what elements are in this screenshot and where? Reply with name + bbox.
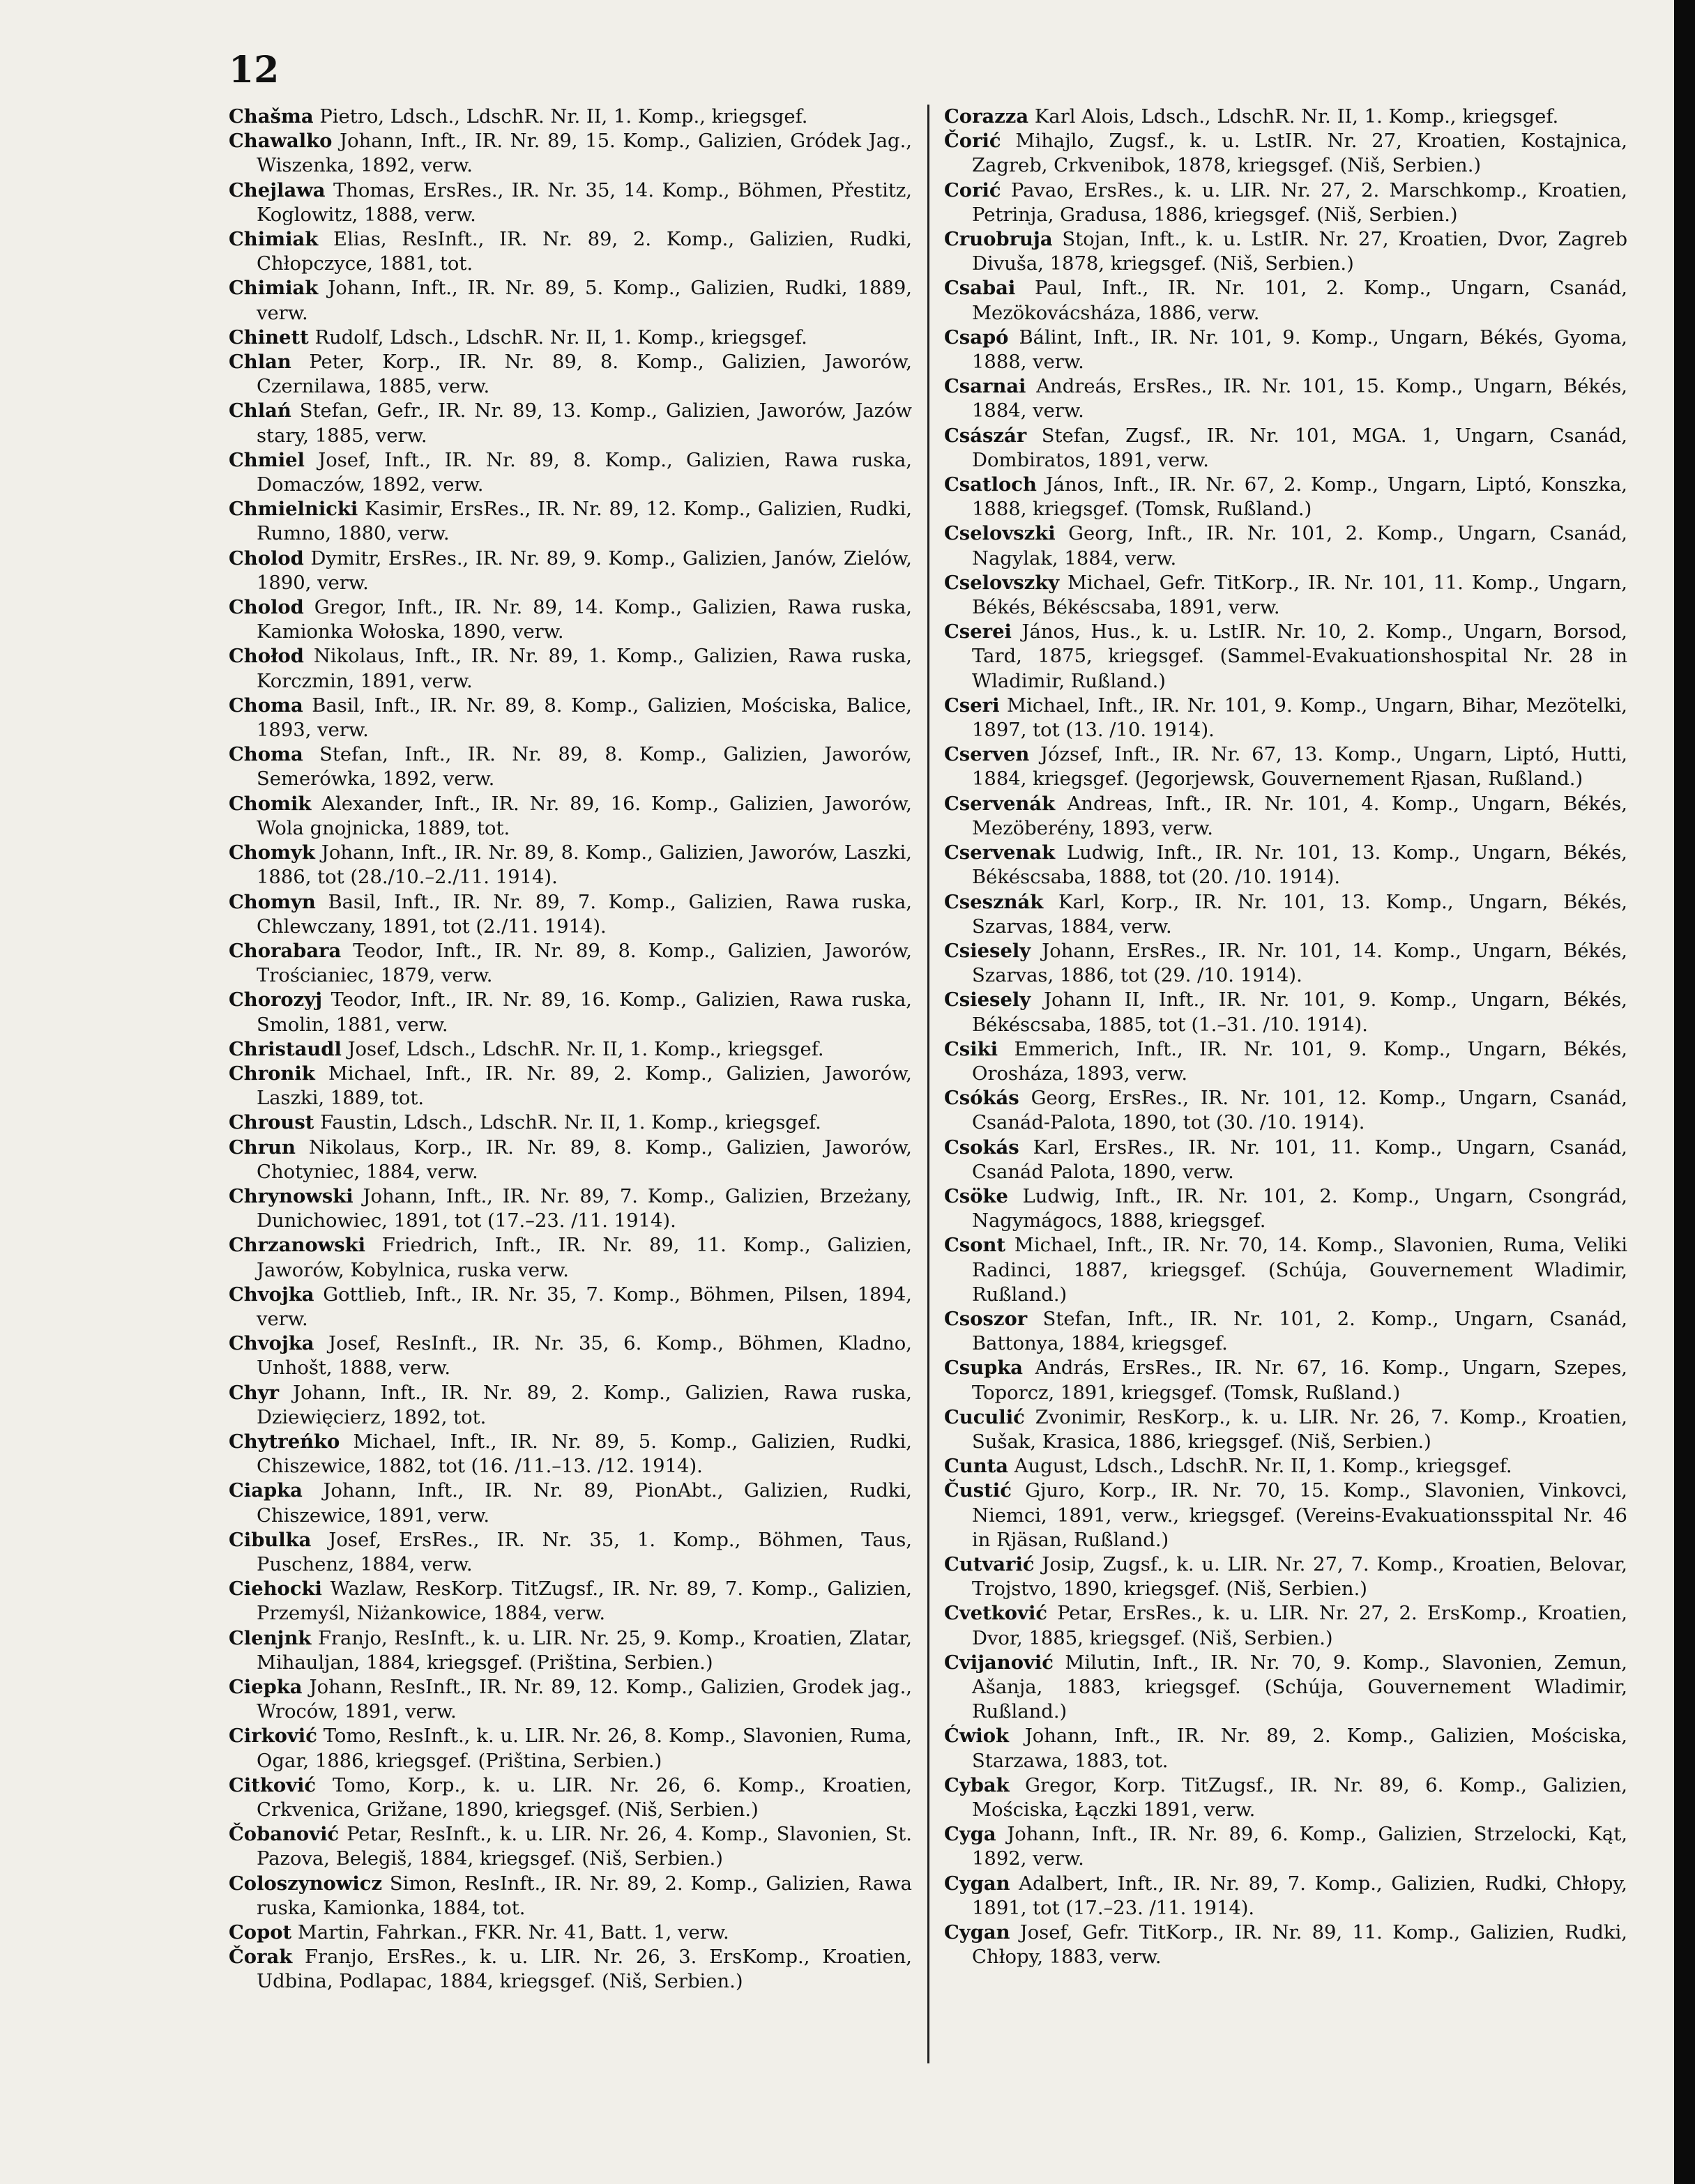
entry-details: Martin, Fahrkan., FKR. Nr. 41, Batt. 1, verw.	[297, 1922, 729, 1944]
scan-border	[1674, 0, 1695, 2184]
entry-details: Basil, Inft., IR. Nr. 89, 8. Komp., Galizien, Mościska, Balice, 1893, verw.	[257, 694, 912, 742]
entry-details: Karl Alois, Ldsch., LdschR. Nr. II, 1. Komp., kriegsgef.	[1034, 106, 1559, 128]
entry-surname: Csont	[944, 1234, 1006, 1257]
entry-details: Josef, Gefr. TitKorp., IR. Nr. 89, 11. Komp., Galizien, Rudki, Chłopy, 1883, verw.	[972, 1922, 1627, 1969]
entry-surname: Csöke	[944, 1184, 1008, 1207]
entry-surname: Coloszynowicz	[229, 1872, 383, 1895]
entry-details: Johann, Inft., IR. Nr. 89, 2. Komp., Galizien, Mościska, Starzawa, 1883, tot.	[972, 1725, 1627, 1772]
register-entry	[229, 841, 912, 889]
register-entry	[229, 1822, 912, 1871]
entry-details: Thomas, ErsRes., IR. Nr. 35, 14. Komp., Böhmen, Přestitz, Koglowitz, 1888, verw.	[257, 179, 912, 226]
entry-surname: Cygan	[944, 1872, 1010, 1895]
register-entry	[944, 939, 1627, 988]
register-entry	[944, 1184, 1627, 1233]
entry-details: Petar, ErsRes., k. u. LIR. Nr. 27, 2. ErsKomp., Kroatien, Dvor, 1885, kriegsgef. (Niš, Serbien.)	[972, 1603, 1627, 1649]
entry-details: Josip, Zugsf., k. u. LIR. Nr. 27, 7. Komp., Kroatien, Belovar, Trojstvo, 1890, kriegsgef. (Niš, Serbien.)	[972, 1553, 1627, 1601]
entry-surname: Chejlawa	[229, 178, 326, 201]
entry-surname: Cibulka	[229, 1528, 312, 1551]
entry-surname: Cunta	[944, 1455, 1009, 1478]
entry-details: Basil, Inft., IR. Nr. 89, 7. Komp., Galizien, Rawa ruska, Chlewczany, 1891, tot (2./11. 1914).	[257, 891, 912, 938]
entry-details: Johann, Inft., IR. Nr. 89, 5. Komp., Galizien, Rudki, 1889, verw.	[257, 277, 912, 324]
entry-details: Josef, Ldsch., LdschR. Nr. II, 1. Komp., kriegsgef.	[347, 1038, 824, 1060]
entry-surname: Ciehocki	[229, 1578, 322, 1601]
entry-surname: Csapó	[944, 326, 1009, 349]
entry-surname: Chyr	[229, 1381, 280, 1404]
entry-surname: Chytreńko	[229, 1430, 340, 1453]
register-entry	[944, 129, 1627, 178]
register-entry	[229, 792, 912, 841]
entry-surname: Cselovszky	[944, 571, 1060, 594]
entry-details: Josef, ResInft., IR. Nr. 35, 6. Komp., Böhmen, Kladno, Unhošt, 1888, verw.	[257, 1333, 912, 1380]
entry-surname: Csabai	[944, 277, 1016, 300]
register-entry	[229, 1872, 912, 1920]
entry-surname: Cservenák	[944, 792, 1056, 815]
entry-details: Tomo, Korp., k. u. LIR. Nr. 26, 6. Komp., Kroatien, Crkvenica, Grižane, 1890, kriegsgef. (Niš, Serbien.)	[257, 1774, 912, 1822]
register-entry	[944, 1454, 1627, 1479]
entry-surname: Copot	[229, 1921, 292, 1944]
entry-surname: Cruobruja	[944, 228, 1053, 251]
register-entry	[944, 178, 1627, 227]
entry-details: Stefan, Zugsf., IR. Nr. 101, MGA. 1, Ungarn, Csanád, Dombiratos, 1891, verw.	[972, 425, 1628, 471]
register-entry	[944, 1086, 1627, 1135]
entry-surname: Cvetković	[944, 1602, 1048, 1625]
entry-surname: Csokás	[944, 1136, 1019, 1159]
register-entry	[229, 276, 912, 325]
entry-surname: Chlan	[229, 351, 291, 374]
entry-surname: Csupka	[944, 1357, 1024, 1380]
entry-surname: Csoszor	[944, 1307, 1028, 1330]
register-entry	[944, 326, 1627, 374]
register-entry	[229, 1184, 912, 1233]
entry-details: Nikolaus, Inft., IR. Nr. 89, 1. Komp., Galizien, Rawa ruska, Korczmin, 1891, verw.	[257, 646, 912, 692]
entry-details: Faustin, Ldsch., LdschR. Nr. II, 1. Komp., kriegsgef.	[320, 1112, 821, 1134]
entry-surname: Citković	[229, 1773, 317, 1796]
register-entry	[944, 1651, 1627, 1725]
register-entry	[229, 326, 912, 350]
entry-details: János, Hus., k. u. LstIR. Nr. 10, 2. Komp., Ungarn, Borsod, Tard, 1875, kriegsgef. (Sammel-Evakuationshospital Nr. 28 in Wladimir, Rußland.)	[972, 621, 1627, 692]
register-entry	[944, 1405, 1627, 1454]
entry-surname: Chimiak	[229, 228, 319, 251]
entry-surname: Corazza	[944, 105, 1029, 128]
register-entry	[229, 939, 912, 988]
entry-surname: Chroust	[229, 1111, 314, 1134]
entry-surname: Chimiak	[229, 277, 319, 300]
register-entry	[944, 227, 1627, 276]
register-entry	[229, 1626, 912, 1675]
register-entry	[229, 1037, 912, 1062]
register-entry	[944, 1136, 1627, 1184]
entry-surname: Cserei	[944, 620, 1012, 643]
register-entry	[229, 1945, 912, 1994]
entry-details: Franjo, ErsRes., k. u. LIR. Nr. 26, 3. ErsKomp., Kroatien, Udbina, Podlapac, 1884, kriegsgef. (Niš, Serbien.)	[257, 1946, 912, 1993]
entry-surname: Ćwiok	[944, 1725, 1010, 1748]
entry-details: Ludwig, Inft., IR. Nr. 101, 13. Komp., Ungarn, Békés, Békéscsaba, 1888, tot (20. /10. 1914).	[972, 842, 1627, 889]
entry-surname: Choma	[229, 694, 303, 717]
entry-surname: Cselovszki	[944, 522, 1056, 545]
register-entry	[229, 595, 912, 644]
register-entry	[944, 1822, 1627, 1871]
entry-details: Michael, Inft., IR. Nr. 89, 5. Komp., Galizien, Rudki, Chiszewice, 1882, tot (16. /11.–13. /12. 1914).	[257, 1430, 912, 1478]
entry-details: Emmerich, Inft., IR. Nr. 101, 9. Komp., Ungarn, Békés, Orosháza, 1893, verw.	[972, 1038, 1627, 1085]
entry-surname: Cuculić	[944, 1405, 1025, 1428]
entry-details: Pavao, ErsRes., k. u. LIR. Nr. 27, 2. Marschkomp., Kroatien, Petrinja, Gradusa, 1886, kriegsgef. (Niš, Serbien.)	[972, 179, 1627, 226]
entry-surname: Cservenak	[944, 841, 1056, 864]
entry-details: Karl, Korp., IR. Nr. 101, 13. Komp., Ungarn, Békés, Szarvas, 1884, verw.	[972, 891, 1627, 938]
entry-surname: Ciapka	[229, 1479, 303, 1502]
entry-details: Johann, Inft., IR. Nr. 89, 6. Komp., Galizien, Strzelocki, Kąt, 1892, verw.	[972, 1824, 1627, 1870]
entry-surname: Čorić	[944, 130, 1001, 153]
register-entry	[229, 1233, 912, 1282]
register-entry	[229, 1528, 912, 1577]
entry-details: Alexander, Inft., IR. Nr. 89, 16. Komp., Galizien, Jaworów, Wola gnojnicka, 1889, tot.	[257, 793, 912, 839]
entry-surname: Chlań	[229, 399, 291, 422]
register-entry	[229, 890, 912, 939]
entry-details: Milutin, Inft., IR. Nr. 70, 9. Komp., Slavonien, Zemun, Ašanja, 1883, kriegsgef. (Schúja, Gouvernement Wladimir, Rußland.)	[972, 1651, 1627, 1723]
entry-details: Josef, Inft., IR. Nr. 89, 8. Komp., Galizien, Rawa ruska, Domaczów, 1892, verw.	[257, 449, 912, 496]
register-entry	[944, 694, 1627, 742]
entry-details: Johann, ResInft., IR. Nr. 89, 12. Komp., Galizien, Grodek jag., Wroców, 1891, verw.	[257, 1677, 912, 1723]
entry-details: Georg, ErsRes., IR. Nr. 101, 12. Komp., Ungarn, Csanád, Csanád-Palota, 1890, tot (30. /10. 1914).	[972, 1087, 1627, 1134]
register-entry	[944, 1356, 1627, 1405]
entry-surname: Chronik	[229, 1062, 315, 1085]
entry-surname: Chinett	[229, 326, 309, 349]
entry-surname: Chvojka	[229, 1332, 314, 1355]
register-entry	[229, 1283, 912, 1331]
entry-surname: Chomik	[229, 792, 312, 815]
entry-surname: Čustić	[944, 1479, 1012, 1502]
entry-details: Stefan, Inft., IR. Nr. 89, 8. Komp., Galizien, Jaworów, Semerówka, 1892, verw.	[257, 744, 912, 791]
entry-surname: Chomyk	[229, 841, 315, 864]
entry-details: Michael, Inft., IR. Nr. 101, 9. Komp., Ungarn, Bihar, Mezötelki, 1897, tot (13. /10. 1914).	[972, 694, 1627, 742]
register-entry	[229, 1724, 912, 1773]
register-entry	[944, 1872, 1627, 1920]
register-entry	[944, 1920, 1627, 1969]
entry-surname: Csókás	[944, 1087, 1019, 1110]
entry-details: János, Inft., IR. Nr. 67, 2. Komp., Ungarn, Liptó, Konszka, 1888, kriegsgef. (Tomsk, Rußland.)	[972, 474, 1627, 521]
register-entry	[944, 571, 1627, 620]
entry-details: Gottlieb, Inft., IR. Nr. 35, 7. Komp., Böhmen, Pilsen, 1894, verw.	[257, 1283, 912, 1330]
register-entry	[944, 1773, 1627, 1822]
entry-details: Andreás, ErsRes., IR. Nr. 101, 15. Komp., Ungarn, Békés, 1884, verw.	[972, 376, 1627, 422]
register-entry	[229, 227, 912, 276]
entry-surname: Ciepka	[229, 1676, 303, 1698]
register-entry	[229, 1381, 912, 1430]
entry-surname: Csarnai	[944, 375, 1026, 398]
entry-surname: Čorak	[229, 1946, 293, 1969]
entry-details: August, Ldsch., LdschR. Nr. II, 1. Komp., kriegsgef.	[1014, 1456, 1512, 1478]
entry-surname: Cvijanović	[944, 1651, 1054, 1674]
entry-surname: Cholod	[229, 596, 304, 619]
entry-details: Mihajlo, Zugsf., k. u. LstIR. Nr. 27, Kroatien, Kostajnica, Zagreb, Crkvenibok, 1878, kriegsgef. (Niš, Serbien.)	[972, 130, 1627, 177]
entry-surname: Chawalko	[229, 130, 333, 153]
entry-surname: Cholod	[229, 547, 304, 570]
entry-details: Johann, Inft., IR. Nr. 89, 7. Komp., Galizien, Brzeżany, Dunichowiec, 1891, tot (17.–23. /11. 1914).	[257, 1185, 913, 1232]
register-entry	[944, 1479, 1627, 1552]
entry-surname: Csesznák	[944, 890, 1044, 913]
register-entry	[229, 742, 912, 791]
entry-surname: Chrzanowski	[229, 1234, 366, 1257]
register-entry	[229, 547, 912, 595]
register-entry	[944, 105, 1627, 129]
register-entry	[944, 620, 1627, 694]
entry-details: Adalbert, Inft., IR. Nr. 89, 7. Komp., Galizien, Rudki, Chłopy, 1891, tot (17.–23. /11. 1914).	[972, 1872, 1627, 1919]
entry-details: Gregor, Korp. TitZugsf., IR. Nr. 89, 6. Komp., Galizien, Mościska, Łączki 1891, verw.	[972, 1774, 1627, 1822]
entry-surname: Csiesely	[944, 939, 1031, 962]
entry-surname: Csatloch	[944, 473, 1037, 496]
entry-details: Teodor, Inft., IR. Nr. 89, 8. Komp., Galizien, Jaworów, Trościaniec, 1879, verw.	[257, 940, 912, 987]
entry-surname: Choma	[229, 743, 303, 766]
register-entry	[944, 890, 1627, 939]
register-entry	[229, 1479, 912, 1527]
register-entry	[944, 1552, 1627, 1601]
entry-details: Rudolf, Ldsch., LdschR. Nr. II, 1. Komp., kriegsgef.	[314, 326, 807, 349]
entry-details: András, ErsRes., IR. Nr. 67, 16. Komp., Ungarn, Szepes, Toporcz, 1891, kriegsgef. (Tomsk, Rußland.)	[972, 1357, 1627, 1404]
register-entry	[229, 129, 912, 178]
register-entry	[229, 448, 912, 497]
register-entry	[229, 497, 912, 546]
entry-details: Johann, Inft., IR. Nr. 89, 15. Komp., Galizien, Gródek Jag., Wiszenka, 1892, verw.	[257, 130, 912, 177]
register-entry	[944, 742, 1627, 791]
entry-details: Michael, Inft., IR. Nr. 70, 14. Komp., Slavonien, Ruma, Veliki Radinci, 1887, kriegsgef. (Schúja, Gouvernement Wladimir, Rußland.)	[972, 1235, 1627, 1306]
entry-surname: Chorozyj	[229, 988, 323, 1011]
entry-surname: Chrun	[229, 1136, 296, 1159]
entry-surname: Cutvarić	[944, 1552, 1035, 1575]
register-entry	[944, 374, 1627, 423]
register-entry	[229, 1773, 912, 1822]
page-number: 12	[229, 49, 280, 91]
entry-details: Johann II, Inft., IR. Nr. 101, 9. Komp., Ungarn, Békés, Békéscsaba, 1885, tot (1.–31. /10. 1914).	[972, 989, 1627, 1036]
entry-details: Ludwig, Inft., IR. Nr. 101, 2. Komp., Ungarn, Csongrád, Nagymágocs, 1888, kriegsgef.	[972, 1185, 1627, 1232]
entry-details: Stojan, Inft., k. u. LstIR. Nr. 27, Kroatien, Dvor, Zagreb Divuša, 1878, kriegsgef. (Niš, Serbien.)	[972, 229, 1627, 275]
entry-surname: Cygan	[944, 1921, 1010, 1944]
register-entry	[229, 1675, 912, 1724]
register-entry	[944, 988, 1627, 1037]
register-entry	[229, 1920, 912, 1945]
entry-surname: Csiesely	[944, 988, 1031, 1011]
register-entry	[229, 644, 912, 693]
entry-details: Bálint, Inft., IR. Nr. 101, 9. Komp., Ungarn, Békés, Gyoma, 1888, verw.	[972, 326, 1627, 374]
entry-details: Josef, ErsRes., IR. Nr. 35, 1. Komp., Böhmen, Taus, Puschenz, 1884, verw.	[257, 1529, 912, 1575]
entry-details: Nikolaus, Korp., IR. Nr. 89, 8. Komp., Galizien, Jaworów, Chotyniec, 1884, verw.	[257, 1136, 912, 1183]
register-entry	[944, 1233, 1627, 1307]
entry-details: Kasimir, ErsRes., IR. Nr. 89, 12. Komp., Galizien, Rudki, Rumno, 1880, verw.	[257, 498, 912, 545]
entry-details: Georg, Inft., IR. Nr. 101, 2. Komp., Ungarn, Csanád, Nagylak, 1884, verw.	[972, 523, 1627, 570]
entry-surname: Cserven	[944, 743, 1030, 766]
entry-details: Johann, Inft., IR. Nr. 89, 8. Komp., Galizien, Jaworów, Laszki, 1886, tot (28./10.–2./11. 1914).	[257, 842, 912, 889]
entry-details: József, Inft., IR. Nr. 67, 13. Komp., Ungarn, Liptó, Hutti, 1884, kriegsgef. (Jegorjewsk, Gouvernement Rjasan, Rußland.)	[972, 744, 1627, 791]
entry-details: Dymitr, ErsRes., IR. Nr. 89, 9. Komp., Galizien, Janów, Zielów, 1890, verw.	[257, 547, 912, 594]
register-entry	[229, 1110, 912, 1135]
right-column	[944, 105, 1627, 1969]
entry-details: Wazlaw, ResKorp. TitZugsf., IR. Nr. 89, 7. Komp., Galizien, Przemyśl, Niżankowice, 1884, verw.	[257, 1578, 912, 1625]
entry-surname: Chrynowski	[229, 1184, 354, 1207]
register-entry	[229, 350, 912, 399]
entry-details: Pietro, Ldsch., LdschR. Nr. II, 1. Komp., kriegsgef.	[319, 106, 808, 128]
entry-details: Petar, ResInft., k. u. LIR. Nr. 26, 4. Komp., Slavonien, St. Pazova, Belegiš, 1884, kriegsgef. (Niš, Serbien.)	[257, 1824, 912, 1870]
entry-details: Elias, ResInft., IR. Nr. 89, 2. Komp., Galizien, Rudki, Chłopczyce, 1881, tot.	[257, 229, 912, 275]
entry-surname: Christaudl	[229, 1037, 342, 1060]
entry-surname: Chvojka	[229, 1283, 314, 1306]
register-entry	[229, 399, 912, 448]
register-entry	[229, 1430, 912, 1479]
register-entry	[229, 1331, 912, 1380]
register-entry	[229, 1577, 912, 1626]
entry-surname: Čobanović	[229, 1823, 340, 1846]
register-entry	[944, 1037, 1627, 1086]
column-divider	[927, 105, 929, 2063]
entry-details: Teodor, Inft., IR. Nr. 89, 16. Komp., Galizien, Rawa ruska, Smolin, 1881, verw.	[257, 989, 912, 1036]
entry-details: Stefan, Gefr., IR. Nr. 89, 13. Komp., Galizien, Jaworów, Jazów stary, 1885, verw.	[257, 400, 912, 447]
entry-surname: Csiki	[944, 1037, 998, 1060]
entry-details: Michael, Gefr. TitKorp., IR. Nr. 101, 11. Komp., Ungarn, Békés, Békéscsaba, 1891, verw.	[972, 572, 1627, 619]
entry-details: Johann, Inft., IR. Nr. 89, PionAbt., Galizien, Rudki, Chiszewice, 1891, verw.	[257, 1480, 912, 1527]
entry-surname: Cirković	[229, 1725, 317, 1748]
entry-details: Tomo, ResInft., k. u. LIR. Nr. 26, 8. Komp., Slavonien, Ruma, Ogar, 1886, kriegsgef. (Priština, Serbien.)	[257, 1725, 912, 1772]
register-entry	[229, 694, 912, 742]
entry-details: Andreas, Inft., IR. Nr. 101, 4. Komp., Ungarn, Békés, Mezöberény, 1893, verw.	[972, 793, 1627, 839]
register-entry	[944, 424, 1627, 473]
entry-details: Stefan, Inft., IR. Nr. 101, 2. Komp., Ungarn, Csanád, Battonya, 1884, kriegsgef.	[972, 1308, 1627, 1355]
register-entry	[229, 178, 912, 227]
register-entry	[229, 1136, 912, 1184]
entry-surname: Chmielnicki	[229, 498, 358, 521]
register-entry	[944, 1601, 1627, 1650]
entry-surname: Chołod	[229, 645, 304, 668]
register-entry	[944, 521, 1627, 570]
register-entry	[229, 988, 912, 1037]
left-column	[229, 105, 912, 1994]
entry-surname: Császár	[944, 424, 1027, 447]
entry-surname: Cseri	[944, 694, 1000, 717]
entry-details: Michael, Inft., IR. Nr. 89, 2. Komp., Galizien, Jaworów, Laszki, 1889, tot.	[257, 1062, 912, 1110]
entry-details: Johann, ErsRes., IR. Nr. 101, 14. Komp., Ungarn, Békés, Szarvas, 1886, tot (29. /10. 1914).	[972, 940, 1627, 987]
register-entry	[944, 473, 1627, 521]
entry-surname: Cybak	[944, 1773, 1010, 1796]
entry-details: Paul, Inft., IR. Nr. 101, 2. Komp., Ungarn, Csanád, Mezökovácsháza, 1886, verw.	[972, 277, 1627, 324]
register-entry	[229, 105, 912, 129]
entry-surname: Chmiel	[229, 448, 305, 471]
entry-details: Johann, Inft., IR. Nr. 89, 2. Komp., Galizien, Rawa ruska, Dziewięcierz, 1892, tot.	[257, 1382, 912, 1428]
entry-details: Karl, ErsRes., IR. Nr. 101, 11. Komp., Ungarn, Csanád, Csanád Palota, 1890, verw.	[972, 1136, 1627, 1183]
entry-details: Peter, Korp., IR. Nr. 89, 8. Komp., Galizien, Jaworów, Czernilawa, 1885, verw.	[257, 351, 912, 398]
register-entry	[944, 1307, 1627, 1356]
entry-surname: Clenjnk	[229, 1626, 312, 1649]
entry-details: Franjo, ResInft., k. u. LIR. Nr. 25, 9. Komp., Kroatien, Zlatar, Mihauljan, 1884, kriegsgef. (Priština, Serbien.)	[257, 1627, 912, 1674]
entry-details: Gjuro, Korp., IR. Nr. 70, 15. Komp., Slavonien, Vinkovci, Niemci, 1891, verw., kriegsgef. (Vereins-Evakuationsspital Nr. 46 in Rjäsan, Rußland.)	[972, 1480, 1627, 1551]
entry-details: Friedrich, Inft., IR. Nr. 89, 11. Komp., Galizien, Jaworów, Kobylnica, ruska verw.	[257, 1235, 912, 1281]
entry-details: Simon, ResInft., IR. Nr. 89, 2. Komp., Galizien, Rawa ruska, Kamionka, 1884, tot.	[257, 1872, 912, 1919]
register-entry	[229, 1062, 912, 1110]
entry-surname: Chorabara	[229, 939, 342, 962]
register-entry	[944, 792, 1627, 841]
entry-surname: Chomyn	[229, 890, 316, 913]
entry-details: Gregor, Inft., IR. Nr. 89, 14. Komp., Galizien, Rawa ruska, Kamionka Wołoska, 1890, verw.	[257, 597, 912, 643]
entry-details: Zvonimir, ResKorp., k. u. LIR. Nr. 26, 7. Komp., Kroatien, Sušak, Krasica, 1886, kriegsgef. (Niš, Serbien.)	[972, 1406, 1627, 1453]
register-entry	[944, 1724, 1627, 1773]
entry-surname: Chašma	[229, 105, 314, 128]
register-entry	[944, 841, 1627, 889]
entry-surname: Corić	[944, 178, 1001, 201]
entry-surname: Cyga	[944, 1823, 996, 1846]
register-entry	[944, 276, 1627, 325]
